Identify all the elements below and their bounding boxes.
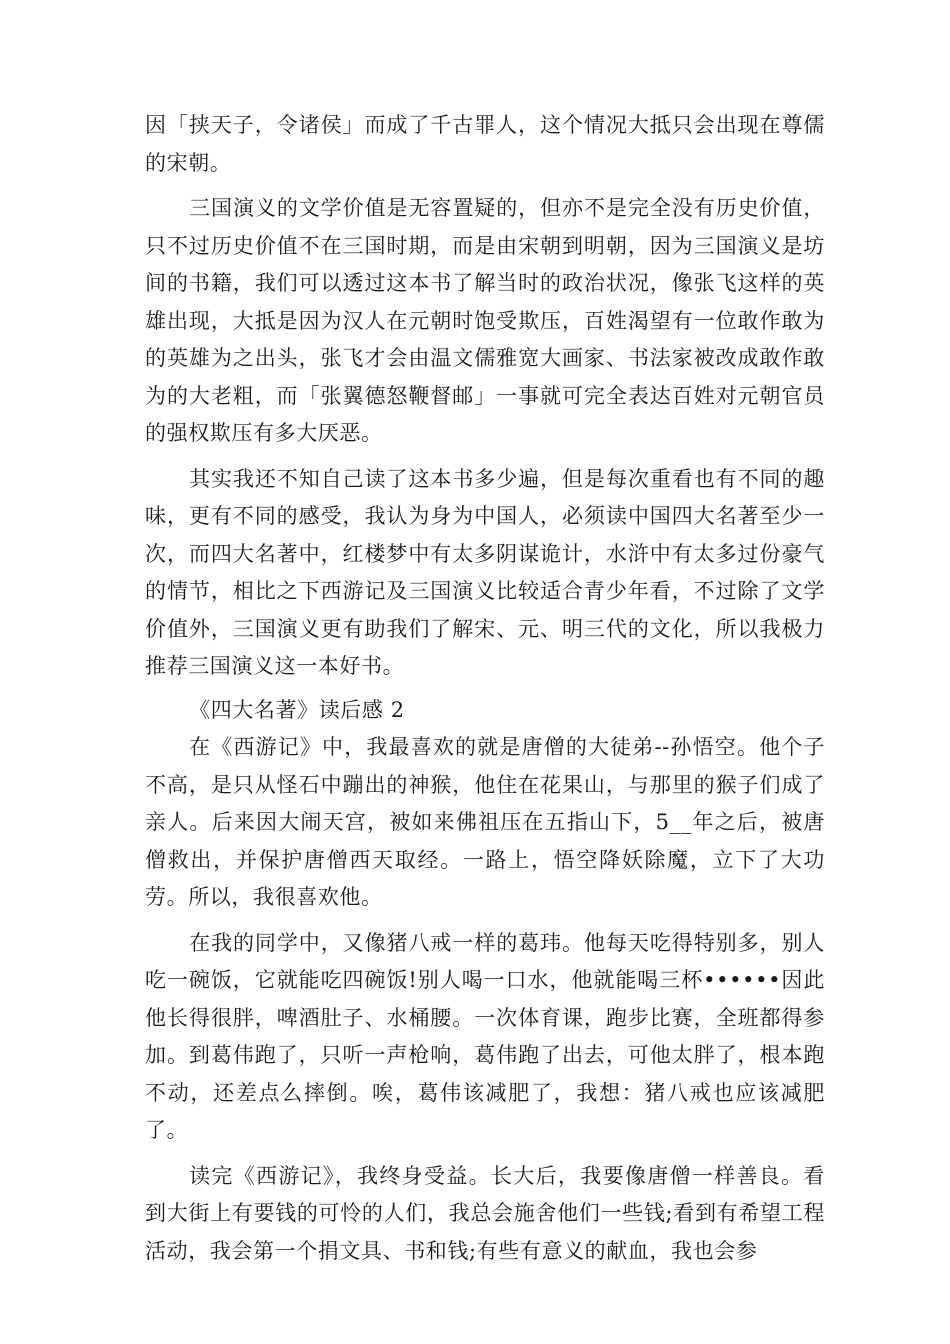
paragraph-continued: 因「挟天子，令诸侯」而成了千古罪人，这个情况大抵只会出现在尊儒的宋朝。 xyxy=(145,113,825,175)
paragraph-literary-value: 三国演义的文学价值是无容置疑的，但亦不是完全没有历史价值，只不过历史价值不在三国时期，而是由宋朝到明朝，因为三国演义是坊间的书籍，我们可以透过这本书了解当时的政治状况，像张飞这样的英雄出现，大抵是因为汉人在元朝时饱受欺压，百姓渴望有一位敢作敢为的英雄为之出头，张飞才会由温文儒雅宽大画家、书法家被改成敢作敢为的大老粗，而「张翼德怒鞭督邮」一事就可完全表达百姓对元朝官员的强权欺压有多大厌恶。 xyxy=(145,196,825,445)
paragraph-sun-wukong: 在《西游记》中，我最喜欢的就是唐僧的大徒弟--孙悟空。他个子不高，是只从怪石中蹦出的神猴，他住在花果山，与那里的猴子们成了亲人。后来因大闹天宫，被如来佛祖压在五指山下，5__年之后，被唐僧救出，并保护唐僧西天取经。一路上，悟空降妖除魔，立下了大功劳。所以，我很喜欢他。 xyxy=(145,735,825,909)
document-body xyxy=(145,107,825,1270)
section-title: 《四大名著》读后感 2 xyxy=(189,697,405,722)
paragraph-recommendation: 其实我还不知自己读了这本书多少遍，但是每次重看也有不同的趣味，更有不同的感受，我认为身为中国人，必须读中国四大名著至少一次，而四大名著中，红楼梦中有太多阴谋诡计，水浒中有太多过份豪气的情节，相比之下西游记及三国演义比较适合青少年看，不过除了文学价值外，三国演义更有助我们了解宋、元、明三代的文化，所以我极力推荐三国演义这一本好书。 xyxy=(145,466,825,678)
paragraph-classmate: 在我的同学中，又像猪八戒一样的葛玮。他每天吃得特别多，别人吃一碗饭，它就能吃四碗饭!别人喝一口水，他就能喝三杯••••••因此他长得很胖，啤酒肚子、水桶腰。一次体育课，跑步比赛，全班都得参加。到葛伟跑了，只听一声枪响，葛伟跑了出去，可他太胖了，根本跑不动，还差点么摔倒。唉，葛伟该减肥了，我想：猪八戒也应该减肥了。 xyxy=(145,930,825,1142)
paragraph-benefit: 读完《西游记》，我终身受益。长大后，我要像唐僧一样善良。看到大街上有要钱的可怜的人们，我总会施舍他们一些钱;看到有希望工程活动，我会第一个捐文具、书和钱;有些有意义的献血，我也会参 xyxy=(145,1163,825,1263)
